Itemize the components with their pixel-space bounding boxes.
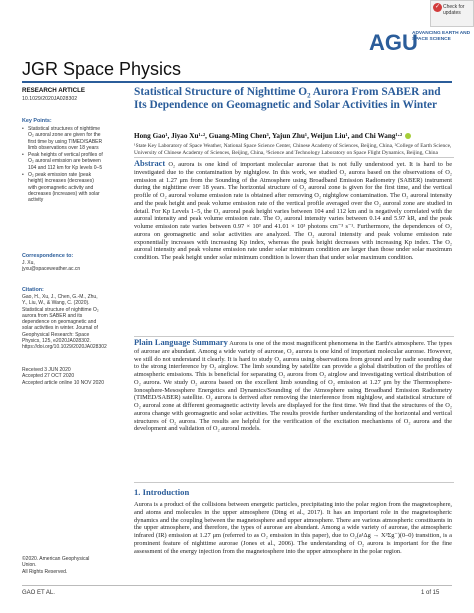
online-date: Accepted article online 10 NOV 2020 [22, 379, 104, 386]
key-points-heading: Key Points: [22, 118, 52, 124]
page-number: 1 of 15 [421, 590, 440, 596]
check-updates-label: Check for updates [443, 4, 465, 16]
article-type: RESEARCH ARTICLE [22, 87, 86, 94]
citation-heading: Citation: [22, 287, 44, 293]
orcid-icon[interactable] [405, 133, 411, 139]
key-point: • O₂ peak emission rate (peak height) increases (decreases) with geomagnetic activity and decreases (increases) with solar activity [22, 172, 104, 203]
copyright-line: All Rights Reserved. [22, 568, 68, 575]
abstract-label: Abstract [134, 159, 166, 168]
pls-top-rule [134, 336, 454, 337]
plain-language-summary-block [134, 339, 452, 433]
paper-title: Statistical Structure of Nighttime O₂ Aurora From SABER and Its Dependence on Geomagnetic and Solar Activities in Winter [134, 86, 441, 111]
abstract-block [134, 160, 452, 262]
journal-title: JGR Space Physics [22, 59, 182, 79]
key-points-list [22, 126, 104, 205]
received-date: Received 3 JUN 2020 [22, 367, 71, 373]
key-point: • Statistical structures of nighttime O₂ auroral zone are given for the first time by using TIMED/SABER limb observations over 18 years [22, 126, 104, 151]
pls-label: Plain Language Summary [134, 338, 228, 347]
agu-logo: AGU [369, 30, 418, 55]
correspondence-name: J. Xu, [22, 260, 35, 266]
correspondence-email[interactable]: jyxu@spaceweather.ac.cn [22, 266, 81, 273]
introduction-heading: 1. Introduction [134, 487, 190, 497]
intro-top-rule [134, 482, 454, 483]
footer-authors: GAO ET AL. [22, 590, 55, 596]
authors-text: Hong Gao¹, Jiyao Xu¹·², Guang-Ming Chen³, Yajun Zhu¹, Weijun Liu¹, and Chi Wang¹·² [134, 132, 403, 140]
correspondence-heading: Correspondence to: [22, 253, 74, 259]
pls-text: Aurora is one of the most magnificent phenomena in the Earth's atmosphere. The types of aurorae are abundant. Among a wide variety of aurorae, O₂ aurora is one kind of important molecular aurorae. However, we still do not understand it clearly. It is hard to study O₂ aurora using observations from ground and by nadir sounding due to the strong interference by O₂ airglow. The limb sounding by satellite can provide a global distribution of the profiles of atmospheric emissions. This is beneficial for separating O₂ aurora from O₂ airglow and investigating vertical distribution of O₂ aurora. We study O₂ aurora based on the excellent limb sounding of O₂ emission at 1.27 μm by the Thermosphere-Ionosphere-Mesosphere Energetics and Dynamics/Sounding of the Atmosphere using Broadband Emission Radiometry (TIMED/SABER) satellite. O₂ aurora is derived after removing the interference from nightglow, and statistical structure of O₂ auroral zone at different geomagnetic activity levels are displayed for the first time. We find that the structures of the O₂ aurora change with geomagnetic and solar activities. The results provide further understanding of the horizontal and vertical structures of O₂ aurora. The results are helpful for the verification of the excitation mechanisms of O₂ aurora and the development and validation of O₂ auroral models. [134, 340, 452, 433]
affiliations: ¹State Key Laboratory of Space Weather, National Space Science Center, Chinese Academy of Sciences, Beijing, China, ²College of Earth Science, University of Chinese Academy of Sciences, Beijing, China, ³Science and Technology Laboratory on Space Flight Dynamics, Beijing, China [134, 143, 452, 156]
article-doi[interactable]: 10.1029/2020JA028302 [22, 96, 78, 102]
accepted-date: Accepted 27 OCT 2020 [22, 373, 75, 380]
citation-text: Gao, H., Xu, J., Chen, G.-M., Zhu, Y., Liu, W., & Wang, C. (2020). Statistical structure of nighttime O₂ aurora from SABER and its dependence on geomagnetic and solar activities in winter. Journal of Geophysical Research: Space Physics, 125, e2020JA028302. https://doi.org/10.1029/2020JA028302 [22, 294, 107, 351]
correspondence [22, 260, 104, 273]
key-point: • Peak heights of vertical profiles of O₂ auroral emission are between 104 and 112 km for Kp levels 0–5 [22, 152, 104, 171]
copyright [22, 556, 104, 575]
author-list [134, 132, 454, 140]
introduction-text: Aurora is a product of the collisions between energetic particles, precipitating into the polar region from the magnetosphere, and atoms and molecules in the upper atmosphere (Ding et al., 2017). It has an important role in the magnetospheric dynamics and the coupling between the magnetosphere and upper atmosphere. There are various atmospheric constituents in the upper atmosphere, and therefore, the types of aurorae are abundant. Among a wide variety of aurorae, the atmospheric infrared (IR) emission at 1.27 μm (referred to as O₂ emission in this paper), due to O₂(a¹Δg → X³Σg⁻)(0–0) transition, is a prominent feature of nighttime aurorae (Jones et al., 2006). The understanding of O₂ aurora is important for the fine assessment of the energy injection from the magnetosphere into the upper atmosphere in the polar region. [134, 501, 452, 555]
header-divider [22, 81, 452, 83]
abstract-top-rule [134, 157, 454, 158]
agu-tagline: ADVANCING EARTH AND SPACE SCIENCE [412, 31, 471, 42]
abstract-text: O₂ aurora is one kind of important molecular aurorae that is not fully understood yet. It is hard to be investigated due to the contamination by nightglow. In this work, we studied O₂ aurora based on the observations of O₂ emission at 1.27 μm from the Sounding of the Atmosphere using Broadband Emission Radiometry (SABER) instrument during the nighttime over 18 years. The horizontal structure of O₂ auroral zone is given for the first time, and the vertical profile of O₂ auroral volume emission rate is obtained after removing O₂ nightglow contamination. The O₂ auroral intensity and the peak height and peak volume emission rate of the vertical profile averaged over the O₂ auroral zone are studied in detail. For Kp Levels 1–5, the O₂ auroral peak height varies between 104 and 112 km and is negatively correlated with the auroral intensity and peak volume emission rate. The O₂ auroral intensity varies between 0.14 and 5.97 kR, and the peak volume emission rate varies between 0.97 × 10³ and 41.01 × 10³ photons cm⁻³ s⁻¹. Furthermore, the dependences of O₂ aurora on geomagnetic and solar activities are analyzed. The O₂ auroral intensity and peak volume emission rate exponentially increases with increasing Kp index, whereas the peak height decreases with increasing Kp index. The O₂ auroral intensity and peak volume emission rate under solar minimum condition are larger than those under solar maximum condition. The peak height under solar minimum condition is lower than that under solar maximum condition. [134, 161, 453, 261]
check-updates-icon: ✓ [434, 4, 441, 10]
article-dates [22, 367, 104, 386]
check-for-updates-badge[interactable] [430, 0, 474, 27]
copyright-line: ©2020. American Geophysical Union. [22, 556, 90, 569]
footer-divider [22, 585, 452, 586]
